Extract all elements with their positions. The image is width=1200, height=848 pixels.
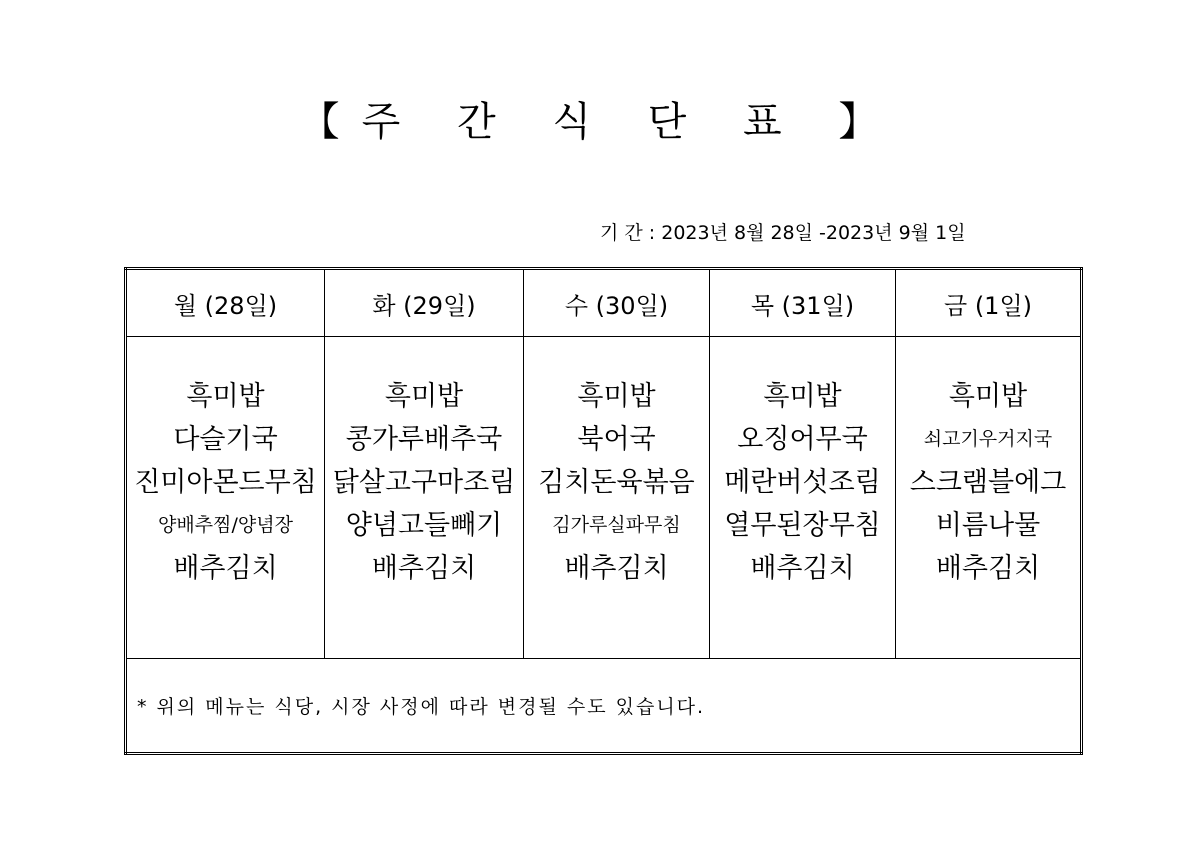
notice-row xyxy=(126,659,1082,754)
dish-item: 닭살고구마조림 xyxy=(332,467,516,498)
dish-item: 흑미밥 xyxy=(384,381,464,412)
dish-item: 쇠고기우거지국 xyxy=(923,428,1053,450)
dish-item: 비름나물 xyxy=(935,510,1041,541)
dish-item: 오징어무국 xyxy=(737,424,868,455)
menu-cell-tue xyxy=(325,337,524,659)
dish-item: 진미아몬드무침 xyxy=(134,467,317,498)
day-header-tue: 화 (29일) xyxy=(325,269,524,337)
dish-item: 흑미밥 xyxy=(948,381,1028,412)
dish-item: 김치돈육볶음 xyxy=(538,467,695,498)
dish-item: 메란버섯조림 xyxy=(724,467,881,498)
dish-item: 흑미밥 xyxy=(577,381,656,412)
menu-cell-mon xyxy=(126,337,325,659)
dish-item: 양념고들빼기 xyxy=(345,510,503,541)
day-header-wed: 수 (30일) xyxy=(524,269,710,337)
weekly-menu-table xyxy=(124,267,1083,755)
notice-text: * 위의 메뉴는 식당, 시장 사정에 따라 변경될 수도 있습니다. xyxy=(126,659,1082,754)
dish-item: 양배추찜/양념장 xyxy=(158,514,293,536)
dish-item: 흑미밥 xyxy=(186,381,265,412)
page-title: 【주 간 식 단 표 】 xyxy=(299,99,901,145)
day-header-row xyxy=(126,269,1082,337)
dish-item: 콩가루배추국 xyxy=(345,424,503,455)
dish-item: 배추김치 xyxy=(564,553,669,584)
day-header-fri: 금 (1일) xyxy=(896,269,1082,337)
period-text: 기 간 : 2023년 8월 28일 -2023년 9월 1일 xyxy=(600,222,966,244)
day-header-thu: 목 (31일) xyxy=(710,269,896,337)
menu-row xyxy=(126,337,1082,659)
dish-item: 배추김치 xyxy=(750,553,855,584)
dish-item: 배추김치 xyxy=(371,553,477,584)
menu-cell-fri xyxy=(896,337,1082,659)
dish-item: 열무된장무침 xyxy=(724,510,881,541)
menu-cell-wed xyxy=(524,337,710,659)
menu-cell-thu xyxy=(710,337,896,659)
dish-item: 스크램블에그 xyxy=(909,467,1067,498)
dish-item: 흑미밥 xyxy=(763,381,842,412)
dish-item: 북어국 xyxy=(577,424,656,455)
dish-item: 배추김치 xyxy=(935,553,1041,584)
dish-item: 다슬기국 xyxy=(173,424,278,455)
day-header-mon: 월 (28일) xyxy=(126,269,325,337)
dish-item: 김가루실파무침 xyxy=(552,514,681,536)
dish-item: 배추김치 xyxy=(173,553,278,584)
